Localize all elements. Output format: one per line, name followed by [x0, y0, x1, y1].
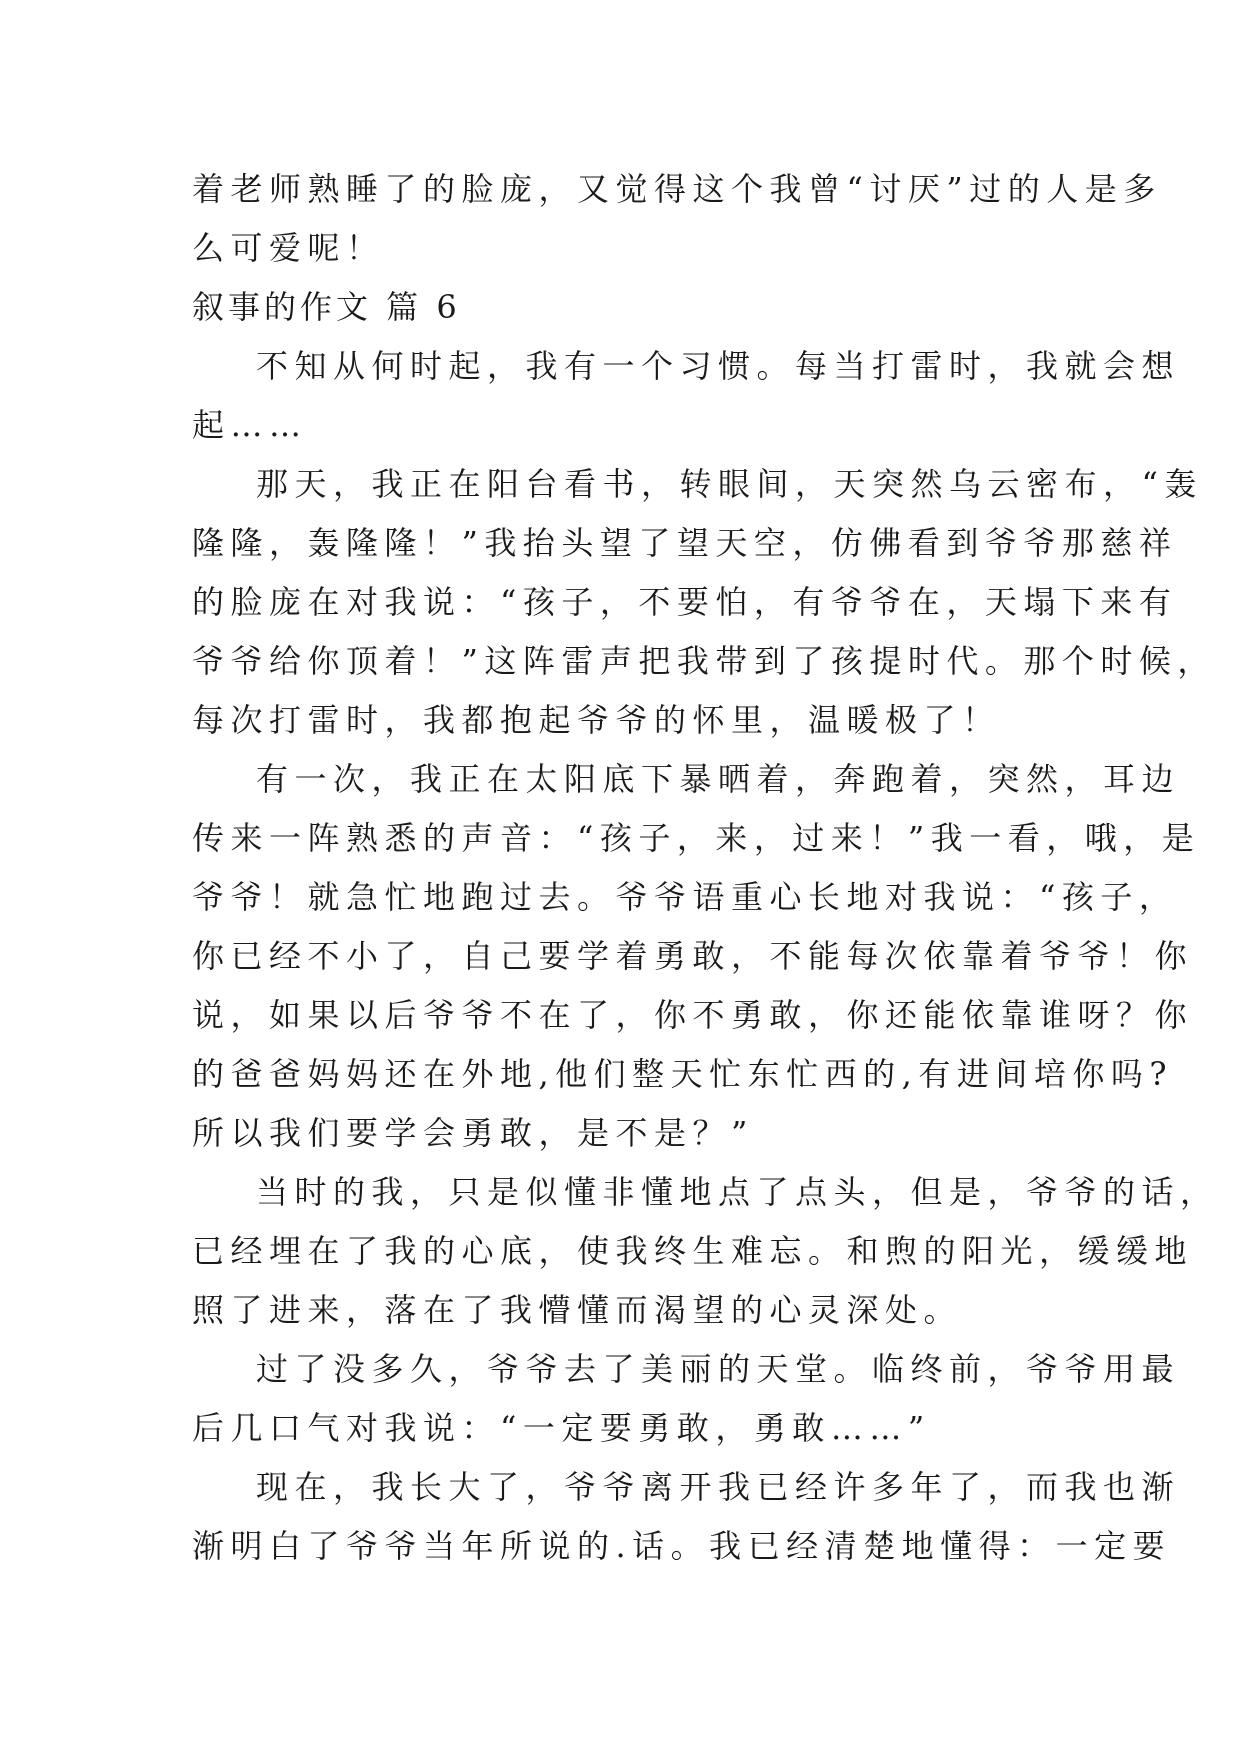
paragraph-first-line: 有一次，我正在太阳底下暴晒着，奔跑着，突然，耳边 — [256, 760, 1181, 798]
section-heading: 叙事的作文 篇 6 — [192, 288, 461, 326]
paragraph-first-line: 不知从何时起，我有一个习惯。每当打雷时，我就会想 — [256, 347, 1181, 385]
text-line: 你已经不小了，自己要学着勇敢，不能每次依靠着爷爷！你 — [192, 937, 1194, 975]
text-line: 每次打雷时，我都抱起爷爷的怀里，温暖极了！ — [192, 701, 1001, 739]
text-line: 照了进来，落在了我懵懂而渴望的心灵深处。 — [192, 1291, 963, 1329]
text-line: 说，如果以后爷爷不在了，你不勇敢，你还能依靠谁呀？你 — [192, 996, 1194, 1034]
text-line: 隆隆，轰隆隆！”我抬头望了望天空，仿佛看到爷爷那慈祥 — [192, 524, 1178, 562]
text-line: 的爸爸妈妈还在外地,他们整天忙东忙西的,有进间培你吗? — [192, 1055, 1174, 1093]
paragraph-first-line: 那天，我正在阳台看书，转眼间，天突然乌云密布，“轰 — [256, 465, 1203, 503]
paragraph-first-line: 现在，我长大了，爷爷离开我已经许多年了，而我也渐 — [256, 1468, 1181, 1506]
paragraph-first-line: 过了没多久，爷爷去了美丽的天堂。临终前，爷爷用最 — [256, 1350, 1181, 1388]
text-line: 已经埋在了我的心底，使我终生难忘。和煦的阳光，缓缓地 — [192, 1232, 1194, 1270]
paragraph-first-line: 当时的我，只是似懂非懂地点了点头，但是，爷爷的话， — [256, 1173, 1219, 1211]
text-line: 的脸庞在对我说：“孩子，不要怕，有爷爷在，天塌下来有 — [192, 583, 1178, 621]
text-line: 后几口气对我说：“一定要勇敢，勇敢……” — [192, 1409, 931, 1447]
text-line: 么可爱呢！ — [192, 229, 385, 267]
text-line: 着老师熟睡了的脸庞，又觉得这个我曾“讨厌”过的人是多 — [192, 170, 1162, 208]
text-line: 爷爷给你顶着！”这阵雷声把我带到了孩提时代。那个时候， — [192, 642, 1216, 680]
text-line: 渐明白了爷爷当年所说的.话。我已经清楚地懂得：一定要 — [192, 1527, 1172, 1565]
essay-body — [192, 160, 1219, 1576]
text-line: 爷爷！就急忙地跑过去。爷爷语重心长地对我说：“孩子， — [192, 878, 1178, 916]
text-line: 传来一阵熟悉的声音：“孩子，来，过来！”我一看，哦，是 — [192, 819, 1201, 857]
text-line: 所以我们要学会勇敢，是不是？” — [192, 1114, 754, 1152]
text-line: 起…… — [192, 406, 308, 444]
